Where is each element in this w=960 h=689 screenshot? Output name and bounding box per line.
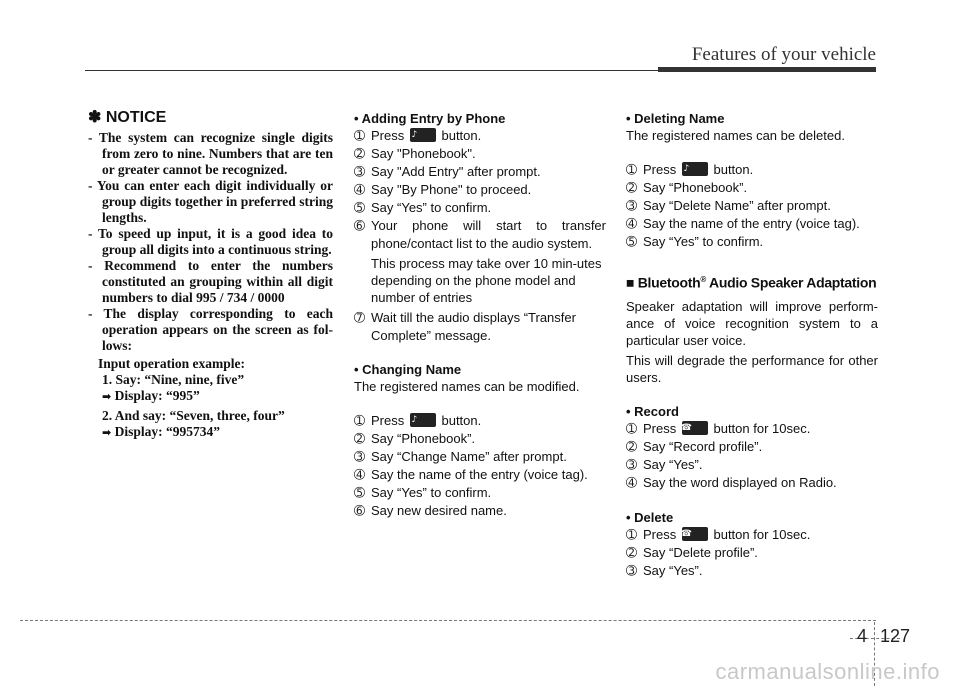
step-number: ➃ bbox=[626, 217, 637, 232]
delete-title: • Delete bbox=[626, 509, 674, 525]
step-number: ➃ bbox=[354, 468, 365, 483]
notice-column bbox=[88, 110, 333, 441]
step bbox=[626, 161, 878, 179]
step bbox=[354, 145, 606, 163]
deleting-name-title: • Deleting Name bbox=[626, 111, 725, 126]
arrow-icon: ➡ bbox=[102, 390, 112, 403]
step-number: ➆ bbox=[354, 311, 365, 326]
example-display bbox=[98, 388, 333, 405]
step-number: ➅ bbox=[354, 219, 365, 234]
step-text: Say "By Phone" to proceed. bbox=[371, 182, 532, 197]
step bbox=[354, 181, 606, 199]
spacer bbox=[626, 251, 878, 271]
example-title: Input operation example: bbox=[98, 356, 246, 371]
step bbox=[626, 215, 878, 233]
step bbox=[354, 466, 606, 484]
step bbox=[626, 420, 878, 438]
step-number: ➁ bbox=[626, 181, 637, 196]
record-title: • Record bbox=[626, 403, 679, 419]
phone-button-icon: ☎ bbox=[682, 421, 708, 435]
step bbox=[354, 412, 606, 430]
step bbox=[354, 199, 606, 217]
step-number: ➄ bbox=[354, 486, 365, 501]
step-text: Say “Yes”. bbox=[643, 456, 703, 472]
step-text: Wait till the audio displays “Transfer Complete” message. bbox=[371, 310, 576, 343]
step-text: Press bbox=[643, 162, 677, 177]
section-title: Features of your vehicle bbox=[691, 44, 876, 65]
step-text: Say “Delete profile”. bbox=[643, 544, 758, 560]
example-line: 2. And say: “Seven, three, four” bbox=[102, 408, 285, 423]
step-number: ➀ bbox=[626, 527, 637, 543]
step-text: Say “Change Name” after prompt. bbox=[371, 449, 567, 464]
step-number: ➅ bbox=[354, 504, 365, 519]
step-text: Say “Yes” to confirm. bbox=[371, 200, 492, 215]
adaptation-title bbox=[626, 271, 878, 292]
adaptation-title-text: Audio Speaker Adaptation bbox=[705, 274, 877, 291]
step-text: Say “Record profile”. bbox=[643, 438, 763, 454]
voice-button-icon: ♪ bbox=[682, 162, 708, 176]
step bbox=[354, 502, 606, 520]
deleting-name-desc: The registered names can be deleted. bbox=[626, 128, 845, 143]
right-column bbox=[626, 110, 878, 580]
step-text: Press bbox=[643, 420, 677, 436]
step-text: button for 10sec. bbox=[713, 420, 811, 436]
step bbox=[626, 474, 878, 492]
step-text: Say "Add Entry" after prompt. bbox=[371, 164, 541, 179]
step bbox=[354, 448, 606, 466]
spacer bbox=[626, 386, 878, 403]
step-text: Say “Delete Name” after prompt. bbox=[643, 198, 831, 213]
adaptation-desc: This will degrade the performance for other users. bbox=[626, 352, 878, 385]
step-text: Press bbox=[371, 413, 405, 428]
notice-item: - Recommend to enter the numbers constituted an grouping within all digit numbers to dial 995 / 734 / 0000 bbox=[88, 258, 333, 305]
step-number: ➀ bbox=[626, 163, 637, 178]
spacer bbox=[626, 144, 878, 161]
step bbox=[626, 438, 878, 456]
step-text: Say the name of the entry (voice tag). bbox=[643, 216, 860, 231]
step-number: ➂ bbox=[354, 450, 365, 465]
middle-column bbox=[354, 110, 606, 520]
step-number: ➁ bbox=[626, 439, 637, 455]
adaptation-desc: Speaker adaptation will improve perform-ance of voice recognition system to a particular user voice. bbox=[626, 298, 878, 348]
example-display-text: Display: “995” bbox=[114, 388, 200, 403]
step bbox=[626, 526, 878, 544]
step bbox=[626, 179, 878, 197]
step-text: Press bbox=[371, 128, 405, 143]
watermark: carmanualsonline.info bbox=[715, 659, 940, 684]
voice-button-icon: ♪ bbox=[410, 413, 436, 427]
step-text: Say “Yes” to confirm. bbox=[371, 485, 492, 500]
arrow-icon: ➡ bbox=[102, 426, 112, 439]
spacer bbox=[626, 492, 878, 509]
example-display bbox=[98, 424, 333, 441]
notice-item: - The display corresponding to each operation appears on the screen as fol-lows: bbox=[88, 306, 333, 353]
step-text: button. bbox=[441, 128, 482, 143]
step-number: ➂ bbox=[626, 457, 637, 473]
step-number: ➂ bbox=[626, 563, 637, 579]
step-number: ➄ bbox=[354, 201, 365, 216]
step-text: Say “Yes”. bbox=[643, 562, 703, 578]
step bbox=[354, 309, 606, 344]
notice-title: ✽ NOTICE bbox=[88, 109, 167, 126]
spacer bbox=[354, 395, 606, 412]
step bbox=[354, 127, 606, 145]
step-text: Your phone will start to transfer phone/contact list to the audio system. bbox=[371, 218, 606, 251]
step bbox=[354, 163, 606, 181]
step-number: ➁ bbox=[354, 432, 365, 447]
step-number: ➀ bbox=[354, 129, 365, 144]
step bbox=[626, 197, 878, 215]
step bbox=[626, 562, 878, 580]
notice-item: - To speed up input, it is a good idea to group all digits into a continuous string. bbox=[88, 226, 333, 257]
registered-mark: ® bbox=[700, 275, 706, 284]
chapter-number: 4 bbox=[857, 626, 868, 646]
step-text: button for 10sec. bbox=[713, 526, 811, 542]
step-text: Say "Phonebook". bbox=[371, 146, 476, 161]
step bbox=[354, 430, 606, 448]
step-text: Say “Phonebook”. bbox=[371, 431, 476, 446]
step-text: Say the name of the entry (voice tag). bbox=[371, 467, 588, 482]
step bbox=[354, 217, 606, 252]
step-text: button. bbox=[441, 413, 482, 428]
adaptation-title-text: ■ Bluetooth bbox=[626, 274, 701, 291]
notice-item: - The system can recognize single digits from zero to nine. Numbers that are ten or greater cannot be recognized. bbox=[88, 130, 333, 177]
step-text: Press bbox=[643, 526, 677, 542]
adding-entry-title: • Adding Entry by Phone bbox=[354, 111, 506, 126]
step-number: ➁ bbox=[626, 545, 637, 561]
step-number: ➂ bbox=[626, 199, 637, 214]
step-number: ➀ bbox=[626, 421, 637, 437]
step-text: Say new desired name. bbox=[371, 503, 507, 518]
step-text: Say “Phonebook”. bbox=[643, 180, 748, 195]
step-text: Say the word displayed on Radio. bbox=[643, 474, 837, 490]
step-number: ➃ bbox=[626, 475, 637, 491]
step bbox=[626, 544, 878, 562]
step-note: This process may take over 10 min-utes depending on the phone model and number of entries bbox=[371, 256, 602, 305]
notice-item: - You can enter each digit individually or group digits together in preferred string lengths. bbox=[88, 178, 333, 225]
spacer bbox=[354, 344, 606, 361]
changing-name-title: • Changing Name bbox=[354, 362, 462, 377]
example-line: 1. Say: “Nine, nine, five” bbox=[102, 372, 245, 387]
changing-name-desc: The registered names can be modified. bbox=[354, 379, 580, 394]
example-display-text: Display: “995734” bbox=[114, 424, 220, 439]
step bbox=[626, 233, 878, 251]
step bbox=[354, 484, 606, 502]
step-number: ➂ bbox=[354, 165, 365, 180]
step-text: Say “Yes” to confirm. bbox=[643, 234, 764, 249]
footer-divider bbox=[20, 620, 876, 621]
header-bar bbox=[658, 67, 876, 72]
phone-button-icon: ☎ bbox=[682, 527, 708, 541]
step-text: button. bbox=[713, 162, 754, 177]
voice-button-icon: ♪ bbox=[410, 128, 436, 142]
input-example bbox=[88, 356, 333, 441]
step-number: ➃ bbox=[354, 183, 365, 198]
step-number: ➄ bbox=[626, 235, 637, 250]
step-number: ➁ bbox=[354, 147, 365, 162]
step bbox=[626, 456, 878, 474]
step-number: ➀ bbox=[354, 414, 365, 429]
page-number: 127 bbox=[880, 626, 911, 646]
